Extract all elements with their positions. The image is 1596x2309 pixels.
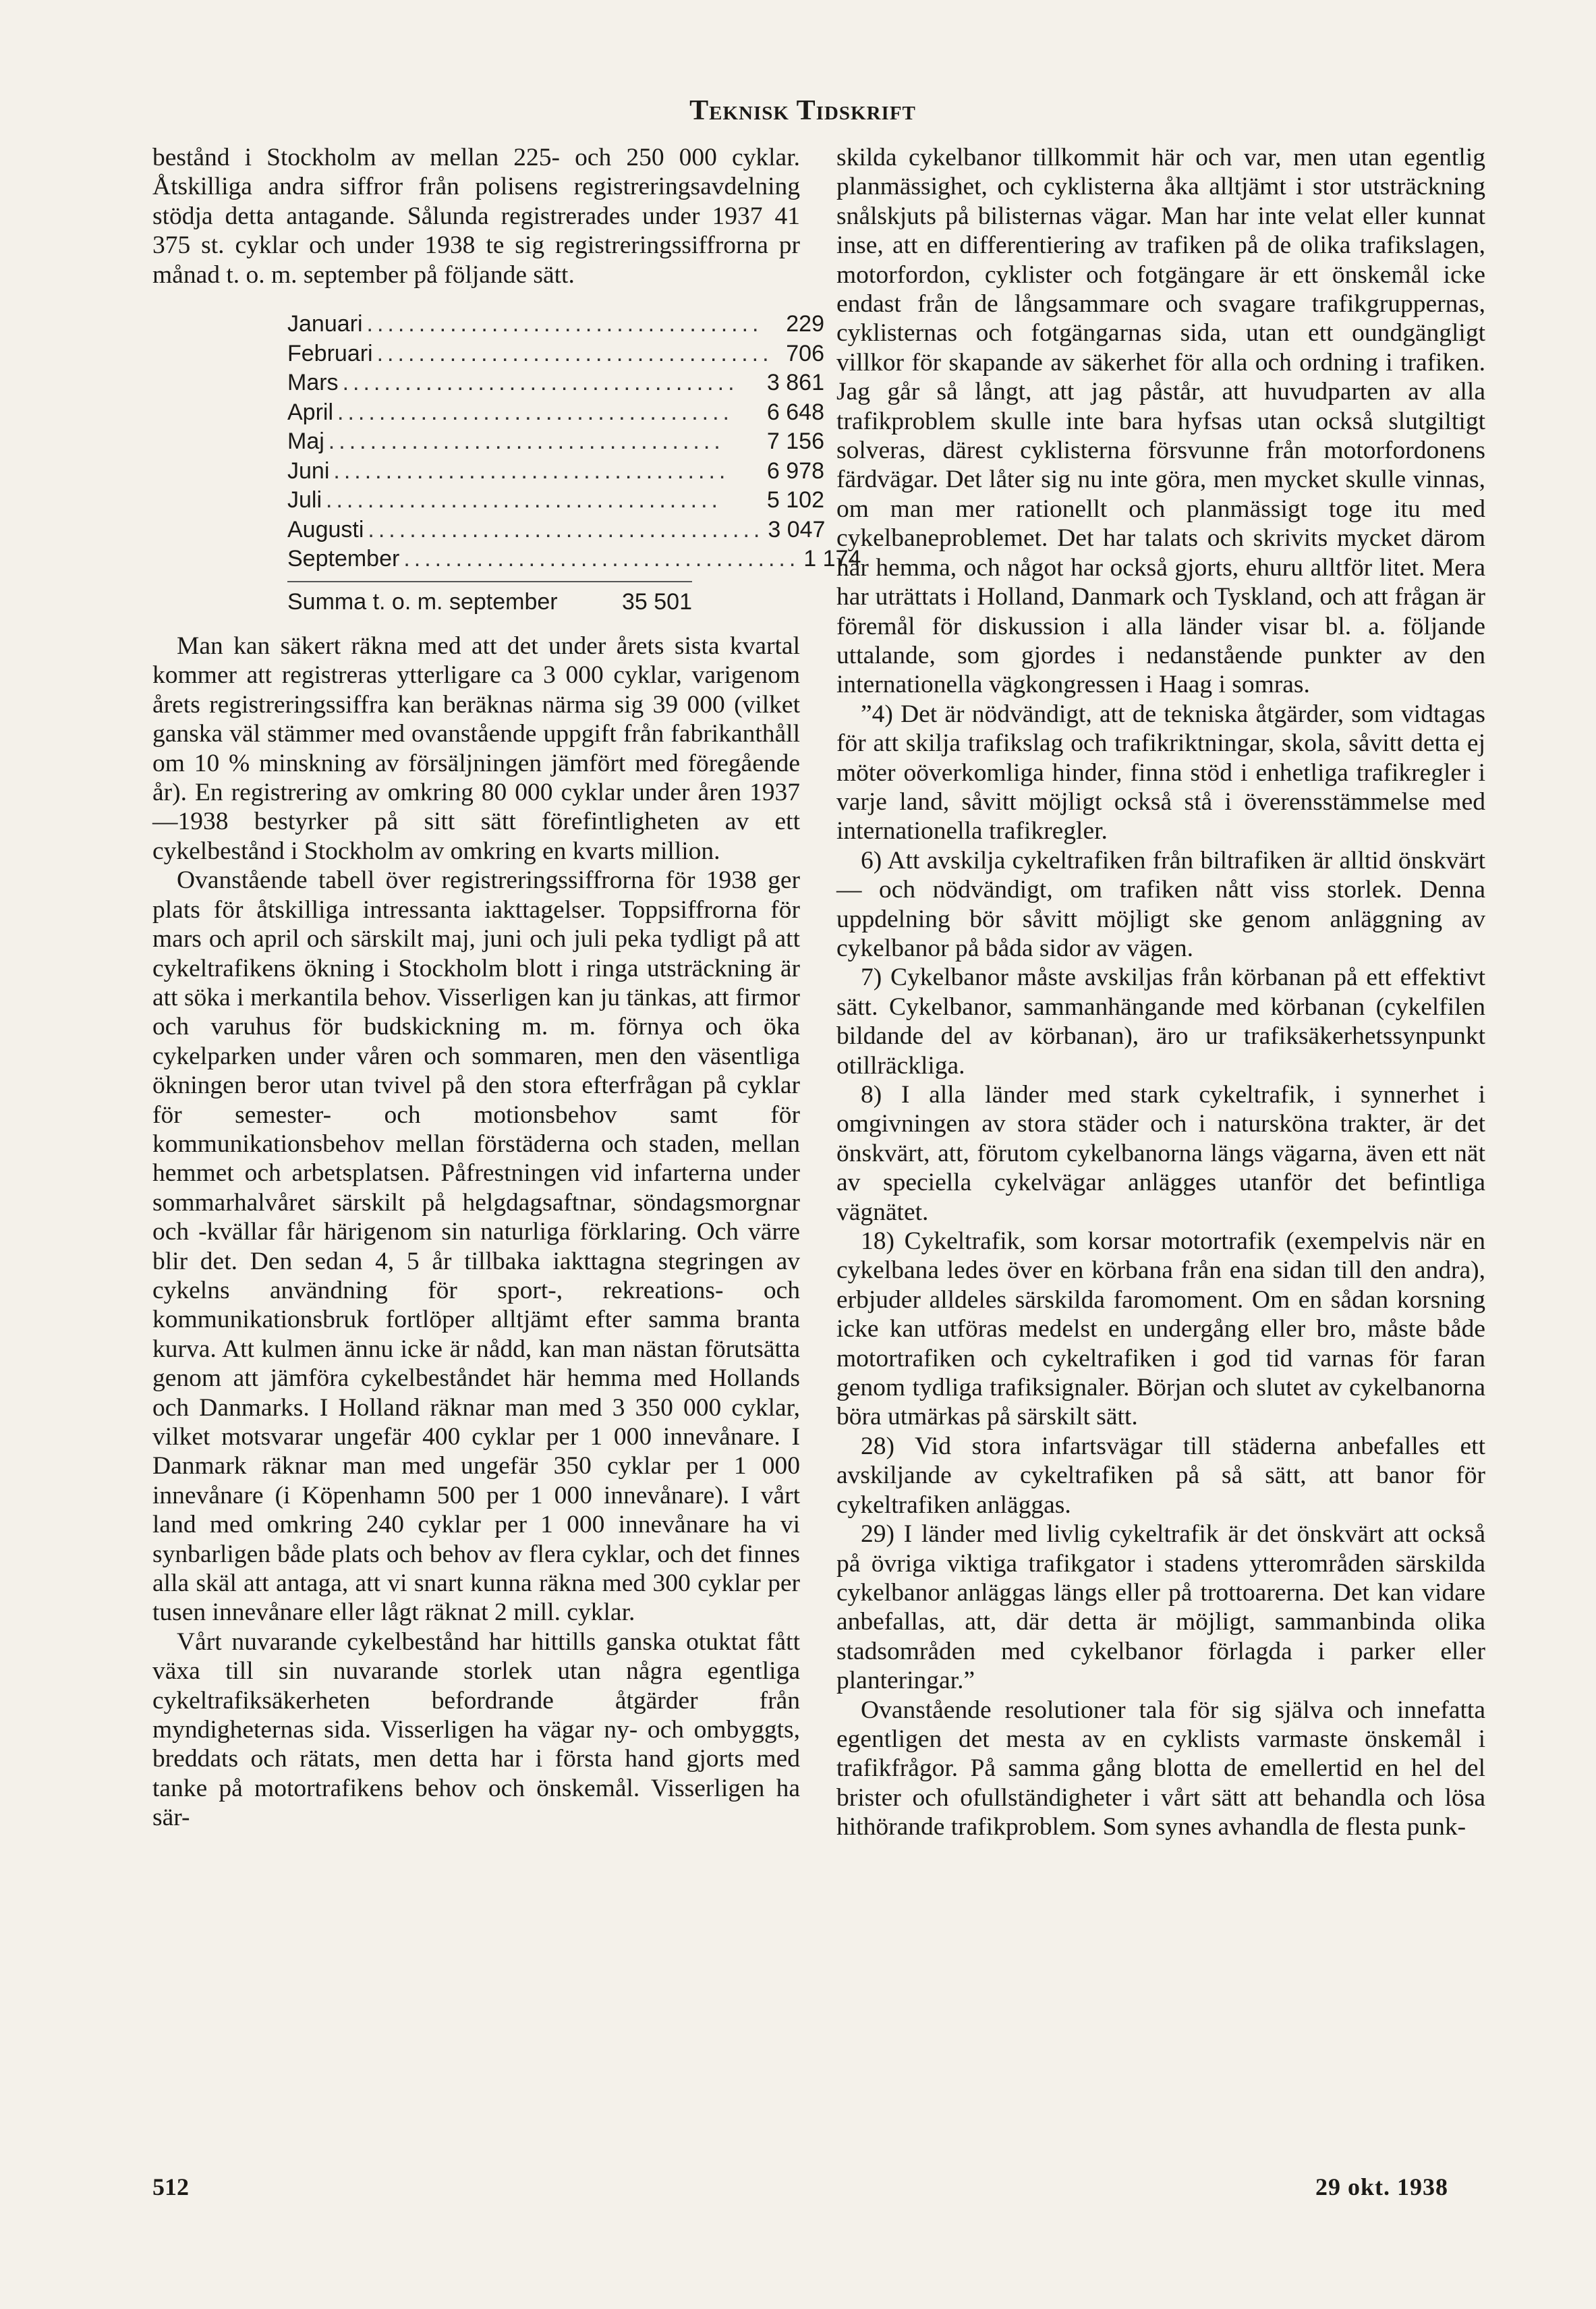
resolution-paragraph: 29) I länder med livlig cykeltrafik är det önskvärt att också på övriga viktiga trafikgator i stadens ytterområden särskilda cykelbanor anläggas längs eller på trottoarerna. Det kan vidare anbefallas, att, där detta är möjligt, sammanbinda olika stadsområden med cykelbanor förlagda i parker eller planteringar.” [836,1520,1485,1695]
leader-dots: ...................................... [368,516,764,543]
leader-dots: ...................................... [333,457,730,484]
month-label: Augusti [287,516,364,543]
month-label: Mars [287,370,339,396]
month-value: 229 [786,311,824,337]
month-label: September [287,546,400,572]
left-column [152,143,861,1833]
table-row [287,486,824,516]
sum-divider [287,581,692,582]
resolution-paragraph: 7) Cykelbanor måste avskiljas från körbanan på ett effektivt sätt. Cykelbanor, sammanhängande med körbanan (cykelfilen bildande del av körbanan), äro ur trafiksäkerhetssynpunkt otillräckliga. [836,964,1485,1080]
table-row [287,398,824,428]
table-row [287,427,824,457]
resolution-paragraph: 6) Att avskilja cykeltrafiken från biltrafiken är alltid önskvärt — och nödvändigt, om trafiken nått viss storlek. Denna uppdelning bör såvitt möjligt ske genom anläggning av cykelbanor på båda sidor av vägen. [836,846,1485,962]
month-value: 3 861 [766,370,824,396]
table-row [287,457,824,486]
leader-dots: ...................................... [328,428,724,455]
total-label: Summa t. o. m. september [287,588,558,615]
total-row [287,588,692,617]
body-paragraph: Man kan säkert räkna med att det under årets sista kvartal kommer att registreras ytterligare ca 3 000 cyklar, varigenom årets registreringssiffra kan beräknas närma sig 39 000 (vilket ganska väl stämmer med ovanstående uppgift från fabrikanthåll om 10 % minskning av försäljningen jämfört med föregående år). En registrering av omkring 80 000 cyklar under åren 1937—1938 bestyrker på sitt sätt förefintligheten av ett cykelbestånd i Stockholm av omkring en kvarts million. [152,632,800,865]
total-value: 35 501 [622,588,692,615]
table-row [287,516,824,545]
month-label: Januari [287,311,363,337]
table-row [287,368,824,398]
month-label: Februari [287,340,373,366]
resolution-paragraph: 28) Vid stora infartsvägar till städerna anbefalles ett avskiljande av cykeltrafiken på så sätt, att banor för cykeltrafiken anläggas. [836,1432,1485,1519]
leader-dots: ...................................... [337,399,733,425]
leader-dots: ...................................... [342,370,739,396]
month-value: 6 978 [766,457,824,484]
month-label: Juli [287,487,322,513]
body-paragraph: Ovanstående resolutioner tala för sig själva och innefatta egentligen det mesta av en cyklists varmaste önskemål i trafikfrågor. På samma gång blotta de emellertid en hel del brister och ofullständigheter i vårt sätt att behandla och lösa hithörande trafikproblem. Som synes avhandla de flesta punk- [836,1696,1485,1841]
journal-header: Teknisk Tidskrift [689,95,916,126]
registration-table [287,310,861,617]
resolution-paragraph: 18) Cykeltrafik, som korsar motortrafik (exempelvis när en cykelbana ledes över en körbana från ena sidan till den andra), erbjuder alldeles särskilda faromoment. Om en sådan korsning icke kan utföras medelst en undergång eller bro, måste både motortrafiken och cykeltrafiken i god tid varnas för faran genom tydliga trafiksignaler. Början och slutet av cykelbanorna böra utmärkas på särskilt sätt. [836,1227,1485,1431]
month-label: April [287,399,334,425]
leader-dots: ...................................... [326,487,722,513]
month-value: 1 174 [803,546,861,572]
month-label: Maj [287,428,324,455]
month-label: Juni [287,457,330,484]
page-number: 512 [152,2173,189,2200]
month-value: 706 [786,340,824,366]
body-paragraph: skilda cykelbanor tillkommit här och var, men utan egentlig planmässighet, och cyklisterna åka alltjämt i stor utsträckning snålskjuts på bilisternas vägar. Man har inte velat eller kunnat inse, att en differentiering av trafiken på de olika trafikslagen, motorfordon, cyklister och fotgängare är ett önskemål icke endast från de långsammare och svagare trafikgruppernas, cyklisternas och fotgängarnas sida, utan ett oundgängligt villkor för skapande av säkerhet för alla och ordning i trafiken. Jag går så långt, att jag påstår, att huvudparten av alla trafikproblem skulle inte bara hyfsas utan också slutgiltigt solveras, därest cyklisterna försvunne från motorfordonens färdvägar. Det låter sig nu inte göra, men mycket skulle vinnas, om man mer rationellt och planmässigt toge itu med cykelbaneproblemet. Det har talats och skrivits mycket därom här hemma, och något har också gjorts, ehuru alltför litet. Mera har uträttats i Holland, Danmark och Tyskland, och att frågan är föremål för diskussion i alla länder visar bl. a. följande uttalande, som gjordes i nedanstående punkter av den internationella vägkongressen i Haag i somras. [836,144,1485,699]
table-row [287,310,824,339]
month-value: 6 648 [766,399,824,425]
leader-dots: ...................................... [376,340,773,366]
resolution-paragraph: ”4) Det är nödvändigt, att de tekniska åtgärder, som vidtagas för att skilja trafikslag och trafikriktningar, skola, såvitt detta ej möter oöverkomliga hinder, finna stöd i enhetliga trafikregler i varje land, såvitt möjligt också stå i överensstämmelse med internationella trafikregler. [836,700,1485,845]
resolution-paragraph: 8) I alla länder med stark cykeltrafik, i synnerhet i omgivningen av stora städer och i natursköna trakter, är det önskvärt, att, förutom cykelbanorna längs vägarna, även ett nät av speciella cykelvägar anlägges utanför det befintliga vägnätet. [836,1081,1485,1226]
table-row [287,545,861,574]
body-paragraph: Vårt nuvarande cykelbestånd har hittills ganska otuktat fått växa till sin nuvarande storlek utan några egentliga cykeltrafiksäkerheten befordrande åtgärder från myndigheternas sida. Visserligen ha vägar ny- och ombyggts, breddats och rätats, men detta har i första hand gjorts med tanke på motortrafikens behov och önskemål. Visserligen ha sär- [152,1628,800,1832]
issue-date: 29 okt. 1938 [1315,2173,1449,2200]
leader-dots: ...................................... [403,546,800,572]
body-paragraph: Ovanstående tabell över registreringssiffrorna för 1938 ger plats för åtskilliga intressanta iakttagelser. Toppsiffrorna för mars och april och särskilt maj, juni och juli peka tydligt på att cykeltrafikens ökning i Stockholm blott i ringa utsträckning är att söka i merkantila behov. Visserligen kan ju tänkas, att firmor och varuhus för budskickning m. m. förnya och öka cykelparken under våren och sommaren, men den väsentliga ökningen beror utan tvivel på den stora efterfrågan på cyklar för semester- och motionsbehov samt för kommunikationsbehov mellan förstäderna och staden, mellan hemmet och arbetsplatsen. Påfrestningen vid infarterna under sommarhalvåret särskilt på helgdagsaftnar, söndagsmorgnar och -kvällar får härigenom sin naturliga förklaring. Och värre blir det. Den sedan 4, 5 år tillbaka iakttagna stegringen av cykelns användning för sport-, rekreations- och kommunikationsbruk fortlöper alltjämt efter samma branta kurva. Att kulmen ännu icke är nådd, kan man nästan förutsätta genom att jämföra cykelbeståndet här hemma med Hollands och Danmarks. I Holland räknar man med 3 350 000 cyklar, vilket motsvarar ungefär 400 cyklar per 1 000 innevånare. I Danmark räknar man med ungefär 350 cyklar per 1 000 innevånare (i Köpenhamn 500 per 1 000 innevånare). I vårt land med omkring 240 cyklar per 1 000 innevånare ha vi synbarligen både plats och behov av flera cyklar, och det finnes alla skäl att antaga, att vi snart kunna räkna med 300 cyklar per tusen innevånare eller lågt räknat 2 mill. cyklar. [152,866,800,1627]
month-value: 3 047 [768,516,826,543]
right-column [836,143,1485,1842]
intro-paragraph: bestånd i Stockholm av mellan 225- och 250 000 cyklar. Åtskilliga andra siffror från polisens registreringsavdelning stödja detta antagande. Sålunda registrerades under 1937 41 375 st. cyklar och under 1938 te sig registreringssiffrorna pr månad t. o. m. september på följande sätt. [152,144,800,289]
month-value: 7 156 [766,428,824,455]
leader-dots: ...................................... [366,311,763,337]
month-value: 5 102 [766,487,824,513]
table-row [287,339,824,369]
